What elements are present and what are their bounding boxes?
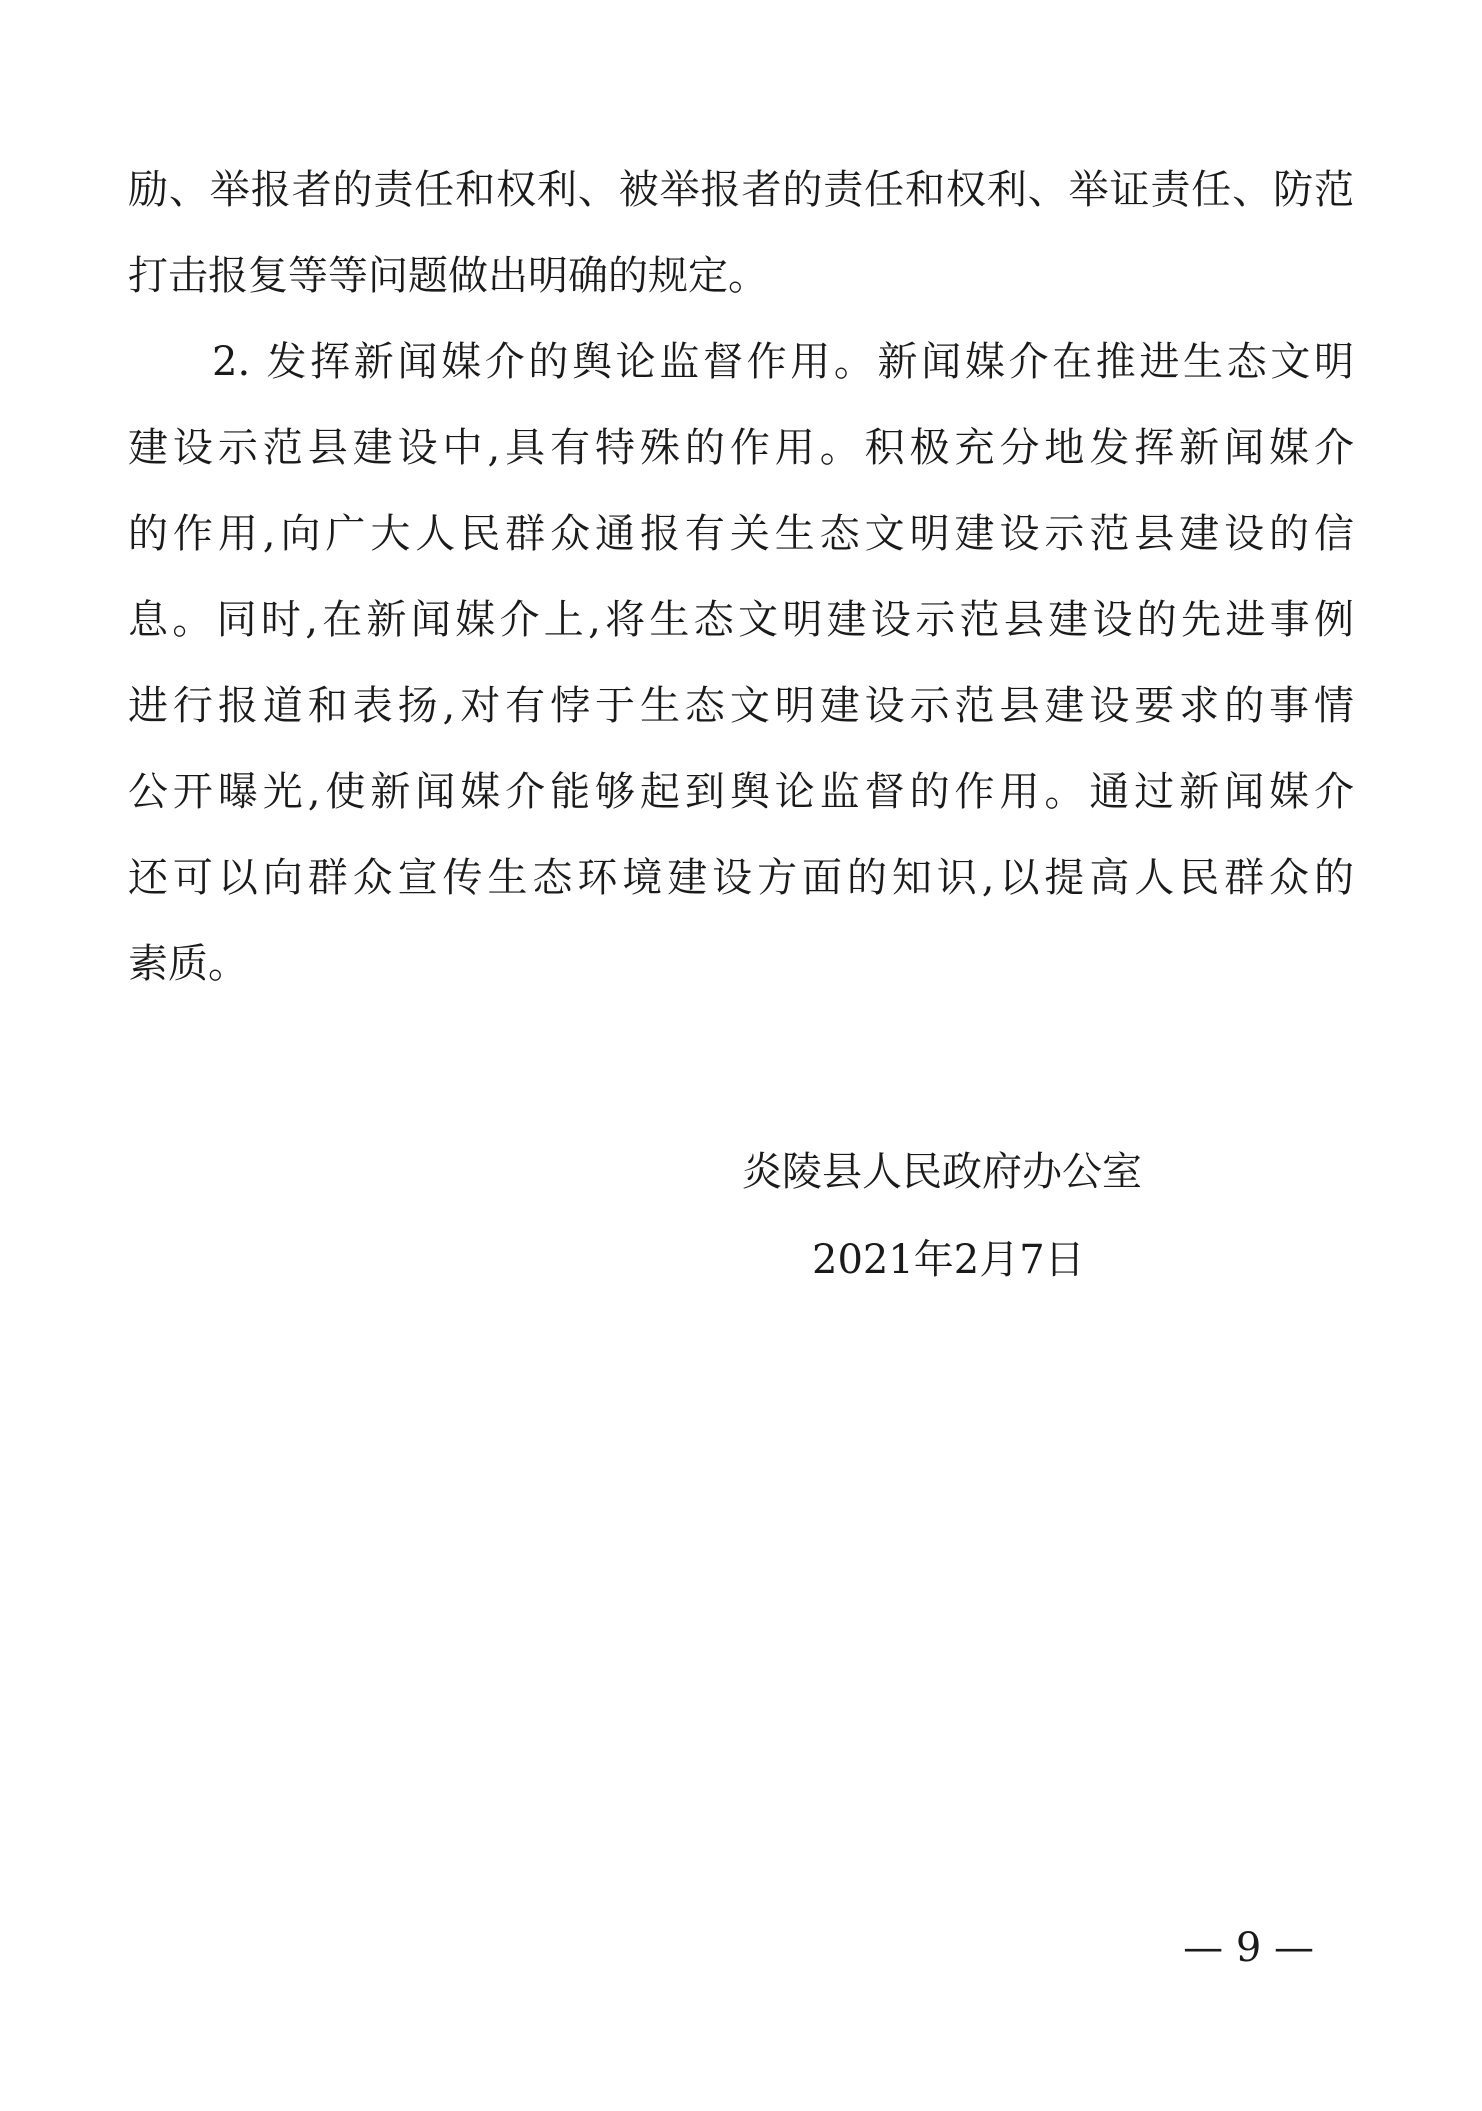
body-line-4: 建设示范县建设中,具有特殊的作用。积极充分地发挥新闻媒介 bbox=[128, 425, 1354, 471]
issue-date: 2021年2月7日 bbox=[812, 1237, 1085, 1283]
body-line-8: 公开曝光,使新闻媒介能够起到舆论监督的作用。通过新闻媒介 bbox=[128, 769, 1354, 815]
body-line-9: 还可以向群众宣传生态环境建设方面的知识,以提高人民群众的 bbox=[128, 855, 1354, 901]
body-line-3: 2. 发挥新闻媒介的舆论监督作用。新闻媒介在推进生态文明 bbox=[212, 339, 1354, 385]
body-line-5: 的作用,向广大人民群众通报有关生态文明建设示范县建设的信 bbox=[128, 511, 1354, 557]
body-line-6: 息。同时,在新闻媒介上,将生态文明建设示范县建设的先进事例 bbox=[128, 597, 1354, 643]
body-line-10: 素质。 bbox=[128, 941, 248, 987]
body-line-1: 励、举报者的责任和权利、被举报者的责任和权利、举证责任、防范 bbox=[128, 167, 1354, 213]
issuer-name: 炎陵县人民政府办公室 bbox=[742, 1149, 1142, 1195]
body-line-7: 进行报道和表扬,对有悖于生态文明建设示范县建设要求的事情 bbox=[128, 683, 1354, 729]
body-line-2: 打击报复等等问题做出明确的规定。 bbox=[128, 253, 768, 299]
page-number: — 9 — bbox=[1183, 1925, 1314, 1971]
